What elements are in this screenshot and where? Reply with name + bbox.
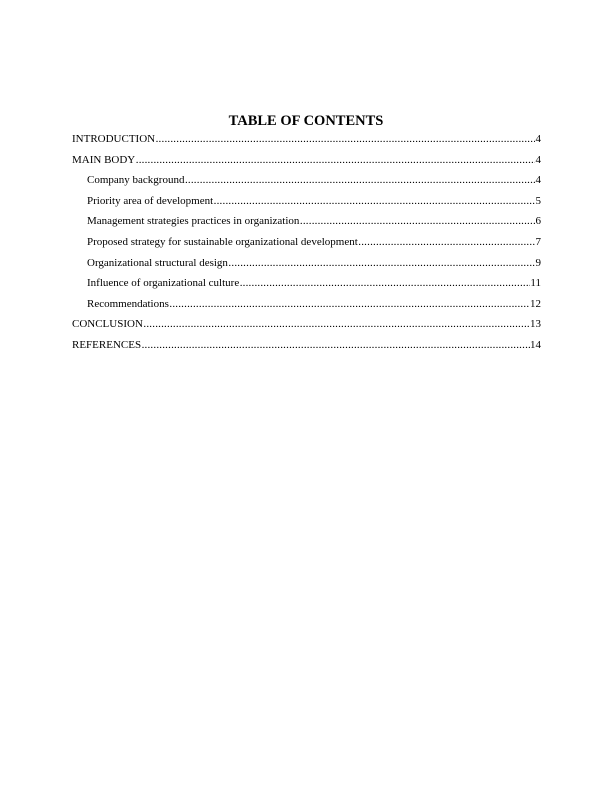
toc-dot-leader [300,211,535,232]
toc-dot-leader [156,129,535,150]
toc-entry-label: Influence of organizational culture [87,277,240,290]
toc-entry-label: Recommendations [87,297,169,310]
toc-dot-leader [143,314,529,335]
toc-dot-leader [169,294,529,315]
toc-title: TABLE OF CONTENTS [228,113,384,129]
toc-entry-label: REFERENCES [72,338,142,351]
toc-entry-conclusion[interactable] [72,314,541,335]
toc-entry-management-strategies[interactable] [72,211,541,232]
toc-page-number: 12 [530,297,541,310]
toc-entry-label: Priority area of development [87,194,214,207]
toc-dot-leader [142,335,530,356]
toc-entry-proposed-strategy[interactable] [72,232,541,253]
toc-entry-references[interactable] [72,335,541,356]
toc-page-number: 11 [530,277,541,290]
toc-page-number: 4 [535,133,541,145]
toc-entry-recommendations[interactable] [72,294,541,315]
toc-entry-priority-area[interactable] [72,191,541,212]
toc-entry-main-body[interactable] [72,150,541,171]
toc-dot-leader [214,191,535,212]
toc-entry-label: Management strategies practices in organization [87,215,300,228]
toc-page-number: 13 [530,318,541,331]
toc-entry-introduction[interactable] [72,129,541,150]
toc-entry-structural-design[interactable] [72,253,541,274]
toc-entry-label: INTRODUCTION [72,133,156,145]
toc-entry-label: MAIN BODY [72,153,136,166]
toc-page-number: 6 [535,215,541,228]
toc-page-number: 7 [535,235,541,248]
toc-dot-leader [358,232,535,253]
toc-page-number: 9 [535,256,541,269]
toc-page-number: 4 [535,174,541,187]
toc-dot-leader [228,253,535,274]
toc-dot-leader [185,170,535,191]
toc-page-number: 4 [535,153,541,166]
toc-dot-leader [136,150,535,171]
toc-page-number: 5 [535,194,541,207]
toc-entry-company-background[interactable] [72,170,541,191]
toc-entry-label: Organizational structural design [87,256,228,269]
toc-dot-leader [240,273,530,294]
toc-entry-label: CONCLUSION [72,318,143,331]
toc-entry-label: Proposed strategy for sustainable organizational development [87,235,358,248]
toc-list [72,129,541,356]
toc-entry-organizational-culture[interactable] [72,273,541,294]
toc-page-number: 14 [530,338,541,351]
toc-entry-label: Company background [87,174,185,187]
